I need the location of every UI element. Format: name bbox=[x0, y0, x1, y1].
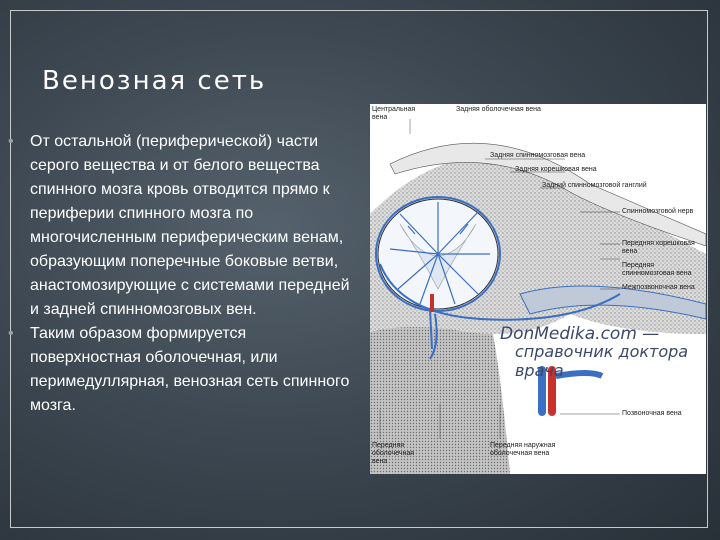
label-posterior-spinal-vein: Задняя спинномозговая вена bbox=[490, 152, 586, 159]
label-central-vein: Центральная вена bbox=[372, 106, 416, 121]
bullet-item bbox=[8, 130, 358, 322]
label-posterior-radicular-vein: Задняя корешковая вена bbox=[515, 166, 597, 173]
bullet-list bbox=[8, 130, 358, 418]
label-anterior-meningeal-vein: Передняя оболочечная вена bbox=[372, 442, 415, 465]
label-spinal-nerve: Спинномозговой нерв bbox=[622, 208, 694, 215]
bullet-item bbox=[8, 322, 358, 418]
anterior-spinal-artery bbox=[430, 294, 434, 312]
bullet-dot-icon: • bbox=[8, 325, 14, 342]
label-intervertebral-vein: Межпозвоночная вена bbox=[622, 284, 695, 291]
bullet-text: От остальной (периферической) части серого вещества и от белого вещества спинного мозга кровь отводится прямо к периферии спинного мозга по многочисленным периферическим венам, образующим поперечные боковые ветви, анастомозирующие с системами передней и задней спинномозговых вен. bbox=[30, 133, 350, 318]
bullet-dot-icon: • bbox=[8, 133, 14, 150]
watermark-line1: DonMedika.com — bbox=[500, 324, 660, 344]
label-anterior-external-vein: Передняя наружная оболочечная вена bbox=[490, 442, 556, 457]
slide-title: Венозная сеть bbox=[42, 66, 267, 96]
label-anterior-radicular-vein: Передняя корешковая вена bbox=[622, 240, 695, 255]
bullet-text: Таким образом формируется поверхностная оболочечная, или перимедуллярная, венозная сеть спинного мозга. bbox=[30, 325, 350, 414]
label-posterior-meningeal-vein: Задняя оболочечная вена bbox=[456, 106, 541, 113]
label-vertebral-vein: Позвоночная вена bbox=[622, 410, 682, 417]
label-anterior-spinal-vein: Передняя спинномозговая вена bbox=[622, 262, 692, 277]
label-spinal-ganglion: Задний спинномозговой ганглий bbox=[542, 182, 647, 189]
watermark-line2: справочник доктора врача bbox=[515, 342, 689, 380]
anatomy-illustration bbox=[370, 104, 706, 474]
